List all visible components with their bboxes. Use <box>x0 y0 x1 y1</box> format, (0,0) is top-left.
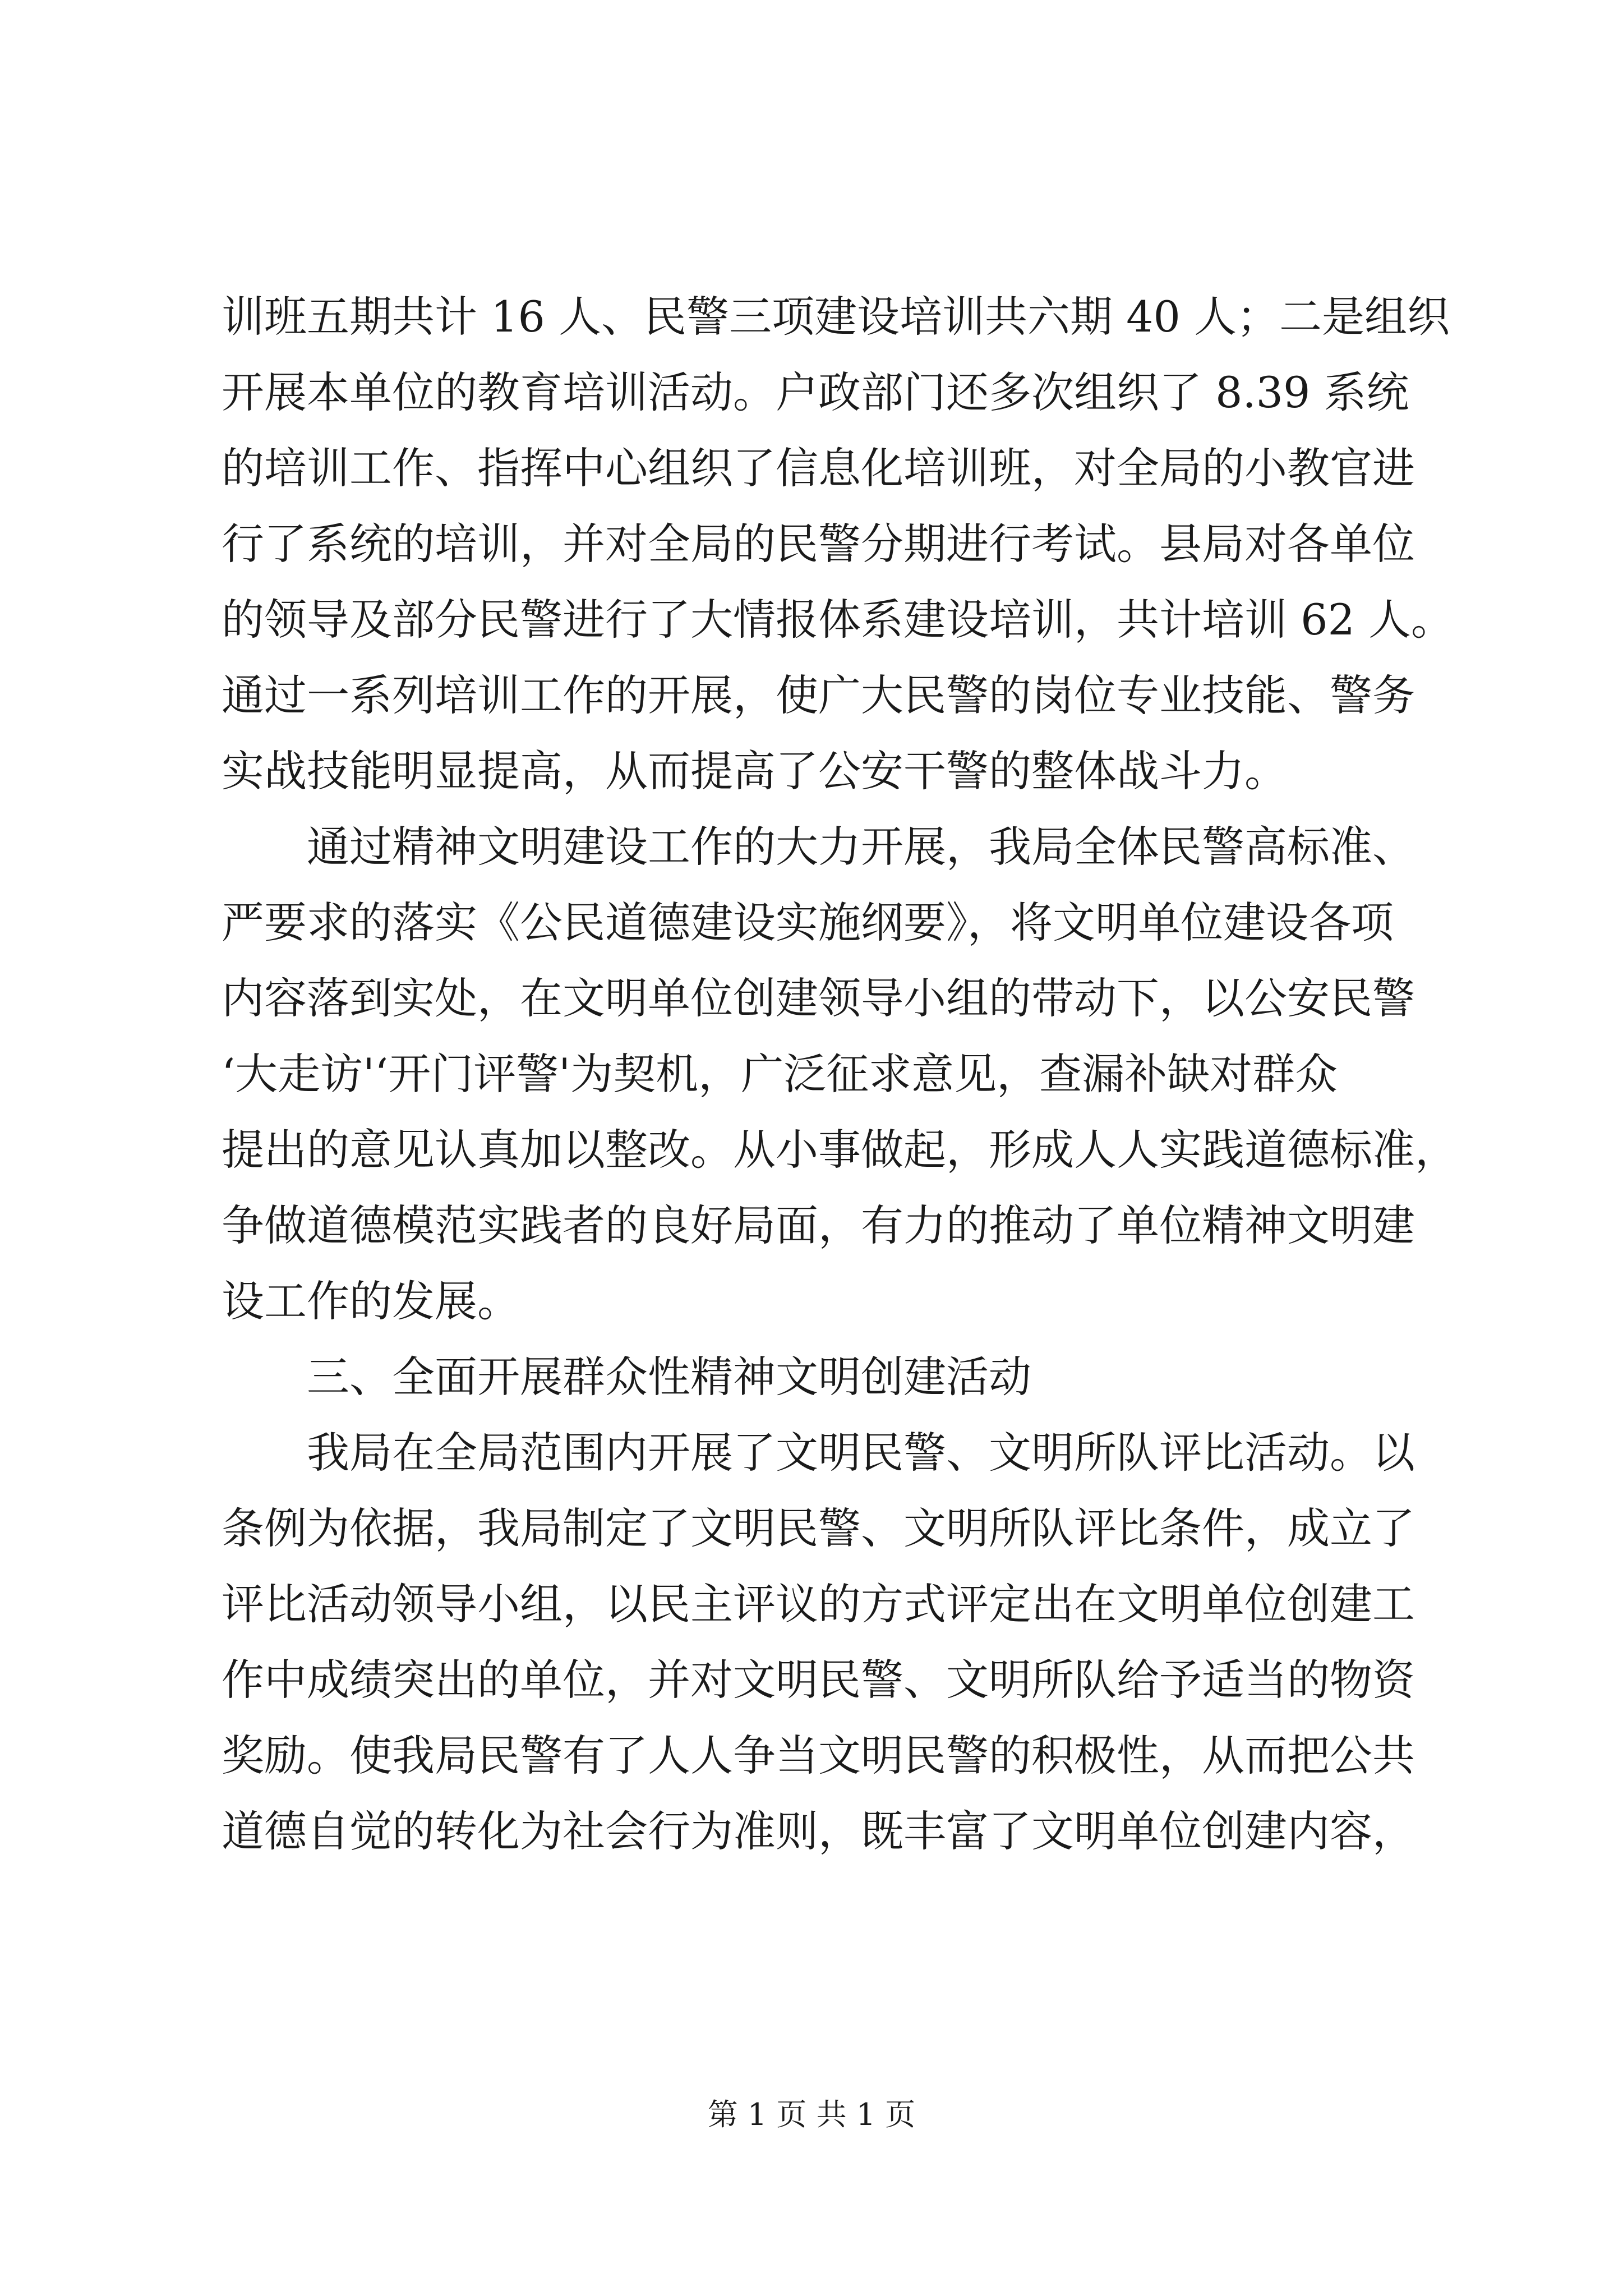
text-line: 行了系统的培训，并对全局的民警分期进行考试。县局对各单位 <box>222 519 1415 569</box>
text-line: 实战技能明显提高，从而提高了公安干警的整体战斗力。 <box>222 746 1287 796</box>
text-line: 条例为依据，我局制定了文明民警、文明所队评比条件，成立了 <box>222 1503 1415 1553</box>
text-line: 道德自觉的转化为社会行为准则，既丰富了文明单位创建内容， <box>222 1806 1415 1856</box>
text-line: 内容落到实处，在文明单位创建领导小组的带动下，以公安民警 <box>222 973 1415 1023</box>
text-line: 严要求的落实《公民道德建设实施纲要》，将文明单位建设各项 <box>222 898 1394 947</box>
text-line: 作中成绩突出的单位，并对文明民警、文明所队给予适当的物资 <box>222 1655 1415 1705</box>
page-number-label: 第 1 页 共 1 页 <box>707 2097 916 2132</box>
text-line: ‘大走访'‘开门评警'为契机，广泛征求意见，查漏补缺对群众 <box>222 1049 1338 1099</box>
paragraph-start-line: 我局在全局范围内开展了文明民警、文明所队评比活动。以 <box>307 1428 1415 1478</box>
text-line: 争做道德模范实践者的良好局面，有力的推动了单位精神文明建 <box>222 1200 1415 1250</box>
text-line: 的领导及部分民警进行了大情报体系建设培训，共计培训 62 人。 <box>222 595 1454 645</box>
text-line: 开展本单位的教育培训活动。户政部门还多次组织了 8.39 系统 <box>222 367 1409 417</box>
text-line: 设工作的发展。 <box>222 1276 520 1326</box>
text-line: 训班五期共计 16 人、民警三项建设培训共六期 40 人；二是组织 <box>222 292 1450 342</box>
text-line: 提出的意见认真加以整改。从小事做起，形成人人实践道德标准， <box>222 1125 1458 1175</box>
paragraph-start-line: 通过精神文明建设工作的大力开展，我局全体民警高标准、 <box>307 822 1415 872</box>
page-footer <box>0 2092 1623 2137</box>
text-line: 的培训工作、指挥中心组织了信息化培训班，对全局的小教官进 <box>222 443 1415 493</box>
text-line: 奖励。使我局民警有了人人争当文明民警的积极性，从而把公共 <box>222 1731 1415 1780</box>
text-line: 通过一系列培训工作的开展，使广大民警的岗位专业技能、警务 <box>222 670 1415 720</box>
text-line: 评比活动领导小组，以民主评议的方式评定出在文明单位创建工 <box>222 1579 1415 1629</box>
section-heading: 三、全面开展群众性精神文明创建活动 <box>307 1352 1031 1402</box>
